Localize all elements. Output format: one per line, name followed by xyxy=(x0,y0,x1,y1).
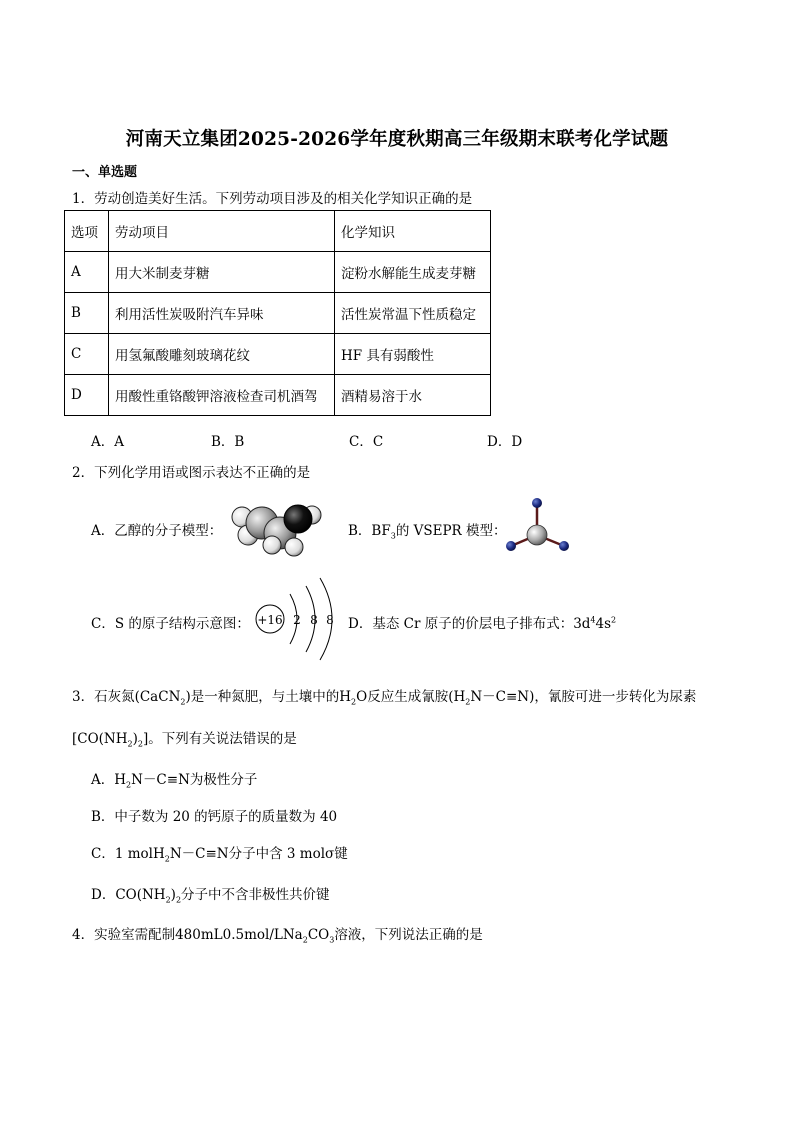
superscript: 4 xyxy=(590,615,596,625)
table-cell: 淀粉水解能生成麦芽糖 xyxy=(335,252,491,293)
q4-text: 4．实验室需配制480mL0.5mol/LNa xyxy=(72,927,303,943)
subscript: 2 xyxy=(165,895,171,905)
q3-option-text: A．H xyxy=(91,772,127,788)
ethanol-ball-model-icon xyxy=(228,497,324,557)
table-cell: C xyxy=(65,334,109,375)
q1-option-a[interactable]: A．A xyxy=(91,434,124,450)
table-header-row xyxy=(65,211,491,252)
table-row xyxy=(65,252,491,293)
subscript: 2 xyxy=(137,739,143,749)
q3-option-b[interactable]: B．中子数为 20 的钙原子的质量数为 40 xyxy=(91,809,338,825)
q2-d-text: 4s xyxy=(595,616,612,632)
q3-text: N－C≡N)，氰胺可进一步转化为尿素 xyxy=(470,689,697,705)
question-3-stem-line2 xyxy=(72,727,297,749)
q4-text: CO xyxy=(307,927,330,943)
table-cell: 用酸性重铬酸钾溶液检查司机酒驾 xyxy=(109,375,335,416)
shell-electron-count: 8 xyxy=(310,613,318,627)
table-cell: 利用活性炭吸附汽车异味 xyxy=(109,293,335,334)
subscript: 2 xyxy=(465,697,471,707)
table-row xyxy=(65,334,491,375)
sulfur-atom-structure-diagram xyxy=(252,576,344,664)
section-heading: 一、单选题 xyxy=(72,165,138,180)
subscript: 2 xyxy=(175,895,182,905)
table-header-cell: 化学知识 xyxy=(335,211,491,252)
subscript: 2 xyxy=(126,780,132,790)
subscript: 2 xyxy=(302,935,308,945)
q3-option-a[interactable] xyxy=(91,768,257,790)
q2-option-a[interactable]: A．乙醇的分子模型： xyxy=(91,523,223,539)
subscript: 2 xyxy=(351,697,357,707)
question-3-stem-line1 xyxy=(72,685,696,707)
table-cell: HF 具有弱酸性 xyxy=(335,334,491,375)
page-title: 河南天立集团2025-2026学年度秋期高三年级期末联考化学试题 xyxy=(125,129,669,150)
subscript: 2 xyxy=(164,854,170,864)
q3-option-text: N－C≡N为极性分子 xyxy=(131,772,258,788)
table-row xyxy=(65,375,491,416)
q2-b-text: B．BF xyxy=(348,523,391,539)
q3-option-text: C．1 molH xyxy=(91,846,165,862)
q2-option-c[interactable]: C．S 的原子结构示意图： xyxy=(91,616,250,632)
q3-text: ) xyxy=(132,731,138,747)
table-row xyxy=(65,293,491,334)
q3-text: 3．石灰氮(CaCN xyxy=(72,689,181,705)
bf3-vsepr-model-icon xyxy=(500,495,576,555)
table-cell: B xyxy=(65,293,109,334)
q1-option-c[interactable]: C．C xyxy=(349,434,384,450)
nucleus-charge: +16 xyxy=(257,613,283,627)
question-1-table xyxy=(64,210,491,416)
subscript: 3 xyxy=(390,531,396,541)
q4-text: 溶液，下列说法正确的是 xyxy=(334,927,483,943)
q3-option-c[interactable] xyxy=(91,842,348,864)
table-cell: 酒精易溶于水 xyxy=(335,375,491,416)
table-cell: D xyxy=(65,375,109,416)
table-cell: 用大米制麦芽糖 xyxy=(109,252,335,293)
question-1-stem: 1．劳动创造美好生活。下列劳动项目涉及的相关化学知识正确的是 xyxy=(72,191,473,207)
q2-option-b[interactable] xyxy=(348,519,507,541)
question-4-stem xyxy=(72,923,483,945)
q3-option-text: D．CO(NH xyxy=(91,887,166,903)
superscript: 2 xyxy=(611,615,617,625)
table-cell: 活性炭常温下性质稳定 xyxy=(335,293,491,334)
question-2-stem: 2．下列化学用语或图示表达不正确的是 xyxy=(72,465,311,481)
shell-electron-count: 2 xyxy=(293,613,301,627)
q2-b-text: 的 VSEPR 模型： xyxy=(395,523,507,539)
q3-text: [CO(NH xyxy=(72,731,128,747)
table-header-cell: 劳动项目 xyxy=(109,211,335,252)
table-cell: A xyxy=(65,252,109,293)
q3-option-text: 分子中不含非极性共价键 xyxy=(181,887,330,903)
q2-option-d[interactable] xyxy=(348,612,616,632)
q3-text: O反应生成氰胺(H xyxy=(356,689,466,705)
table-cell: 用氢氟酸雕刻玻璃花纹 xyxy=(109,334,335,375)
table-header-cell: 选项 xyxy=(65,211,109,252)
q3-option-d[interactable] xyxy=(91,883,330,905)
q3-text: )是一种氮肥，与土壤中的H xyxy=(185,689,352,705)
subscript: 2 xyxy=(180,697,186,707)
q2-d-text: D．基态 Cr 原子的价层电子排布式：3d xyxy=(348,616,591,632)
subscript: 3 xyxy=(329,935,335,945)
q1-option-b[interactable]: B．B xyxy=(211,434,245,450)
q1-option-d[interactable]: D．D xyxy=(487,434,523,450)
q3-option-text: ) xyxy=(170,887,176,903)
q3-option-text: N－C≡N分子中含 3 molσ键 xyxy=(169,846,348,862)
subscript: 2 xyxy=(127,739,133,749)
shell-electron-count: 8 xyxy=(326,613,334,627)
q3-text: ]。下列有关说法错误的是 xyxy=(143,731,297,747)
